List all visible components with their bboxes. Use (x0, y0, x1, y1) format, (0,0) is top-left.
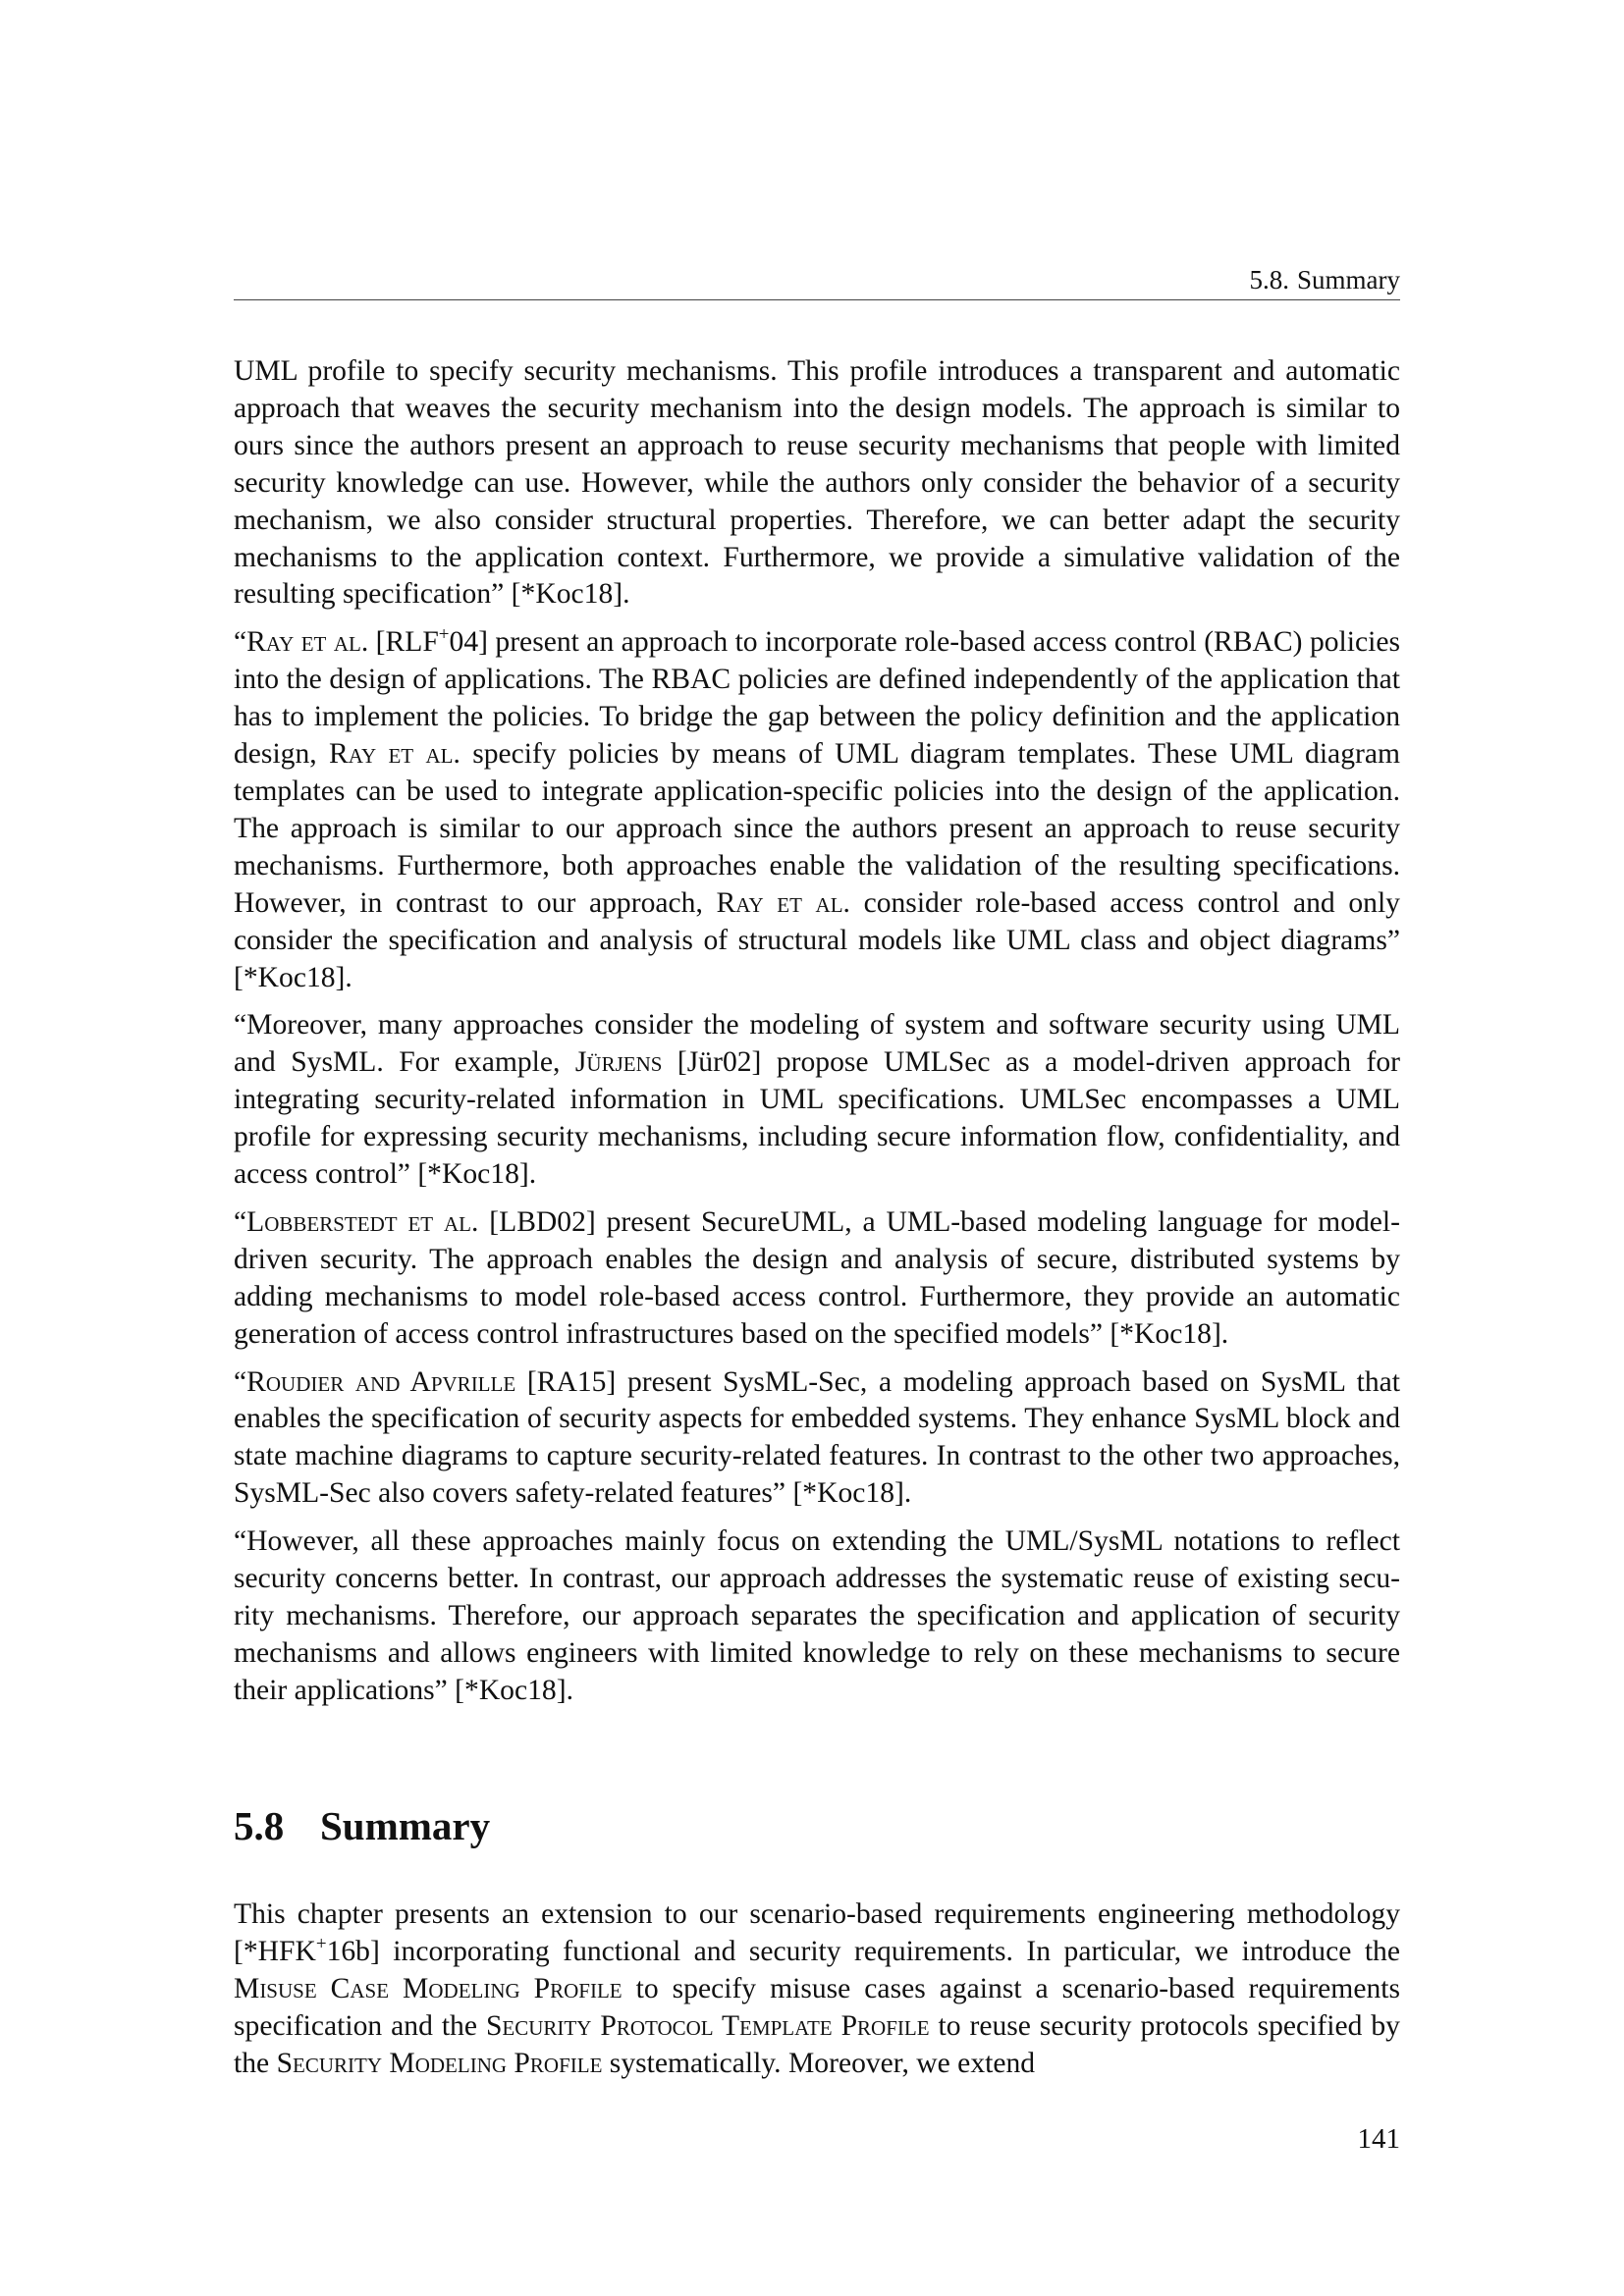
text-span: This chapter presents an extension to our scenario-based requirements engineering methodology [*HFK (234, 1898, 1400, 1967)
profile-name: Misuse Case Modeling Profile (234, 1972, 623, 2004)
paragraph-summary (234, 1896, 1400, 2083)
text-span: [Jür02] propose UMLSec as a model-driven approach for integrating security-related information in UML specifications. UMLSec encompasses a UML profile for expressing security mechanisms, including secure information flow, confidentiality, and access control” [*Koc18]. (234, 1046, 1400, 1191)
paragraph-roudier-apvrille (234, 1364, 1400, 1514)
running-header-section-number: 5.8. (1249, 265, 1289, 294)
body-text (234, 353, 1400, 1721)
author-name: Roudier and Apvrille (246, 1365, 516, 1398)
page-number: 141 (1357, 2123, 1400, 2155)
text-span: [LBD02] present SecureUML, a UML-based modeling language for model-driven security. The approach enables the design and analysis of secure, distributed systems by adding mechanisms to model role-based access control. Furthermore, they provide an automatic generation of access control infrastructures based on the specified models” [*Koc18]. (234, 1205, 1400, 1350)
text-span: to reuse security protocols specified by the (234, 2009, 1400, 2079)
open-quote: “ (234, 1205, 247, 1238)
text-span: consider role-based access control and only consider the specification and analysis of structural models like UML class and object diagrams” [*Koc18]. (234, 886, 1400, 993)
profile-name: Security Modeling Profile (276, 2047, 603, 2079)
profile-name: Security Protocol Template Profile (485, 2009, 930, 2042)
paragraph-lobberstedt (234, 1204, 1400, 1354)
paragraph-umlsec-profile-continuation: UML profile to specify security mechanisms. This profile introduces a transparent and automatic approach that weaves the security mechanism into the design models. The approach is similar to ours since the authors present an approach to reuse security mechanisms that people with limited security knowledge can use. However, while the authors only consider the behavior of a security mechanism, we also consider structural properties. Therefore, we can better adapt the security mechanisms to the application context. Furthermore, we provide a simulative validation of the resulting specification” [*Koc18]. (234, 355, 1400, 611)
paragraph-ray-et-al (234, 624, 1400, 996)
running-header-section-title: Summary (1297, 265, 1400, 294)
section-number: 5.8 (234, 1803, 285, 1848)
open-quote: “ (234, 1365, 247, 1398)
paragraph-conclusion-related-work: “However, all these approaches mainly focus on extending the UML/SysML notations to reflect security concerns better. In contrast, our approach addresses the systematic reuse of existing security mechanisms. Therefore, our approach separates the specification and application of security mechanisms and allows engineers with limited knowledge to rely on these mechanisms to secure their applications” [*Koc18]. (234, 1525, 1400, 1706)
author-name: Jürjens (574, 1046, 663, 1079)
section-title: Summary (320, 1803, 491, 1848)
superscript-plus: + (438, 624, 450, 646)
author-name: Ray et al. (329, 738, 460, 771)
text-span: 04] present an approach to incorporate role-based access control (RBAC) policies into the design of applications. The RBAC policies are defined independently of the application that has to implement the policies. To bridge the gap between the policy definition and the application design, (234, 626, 1400, 771)
paragraph-jurjens (234, 1007, 1400, 1194)
text-span: [RA15] present SysML-Sec, a modeling approach based on SysML that enables the specification of security aspects for embedded systems. They enhance SysML block and state machine diagrams to capture security-related features. In contrast to the other two approaches, SysML-Sec also covers safety-related features” [*Koc18]. (234, 1365, 1400, 1510)
text-span: to specify misuse cases against a scenario-based requirements specification and the (234, 1972, 1400, 2042)
text-span: [RLF (368, 626, 439, 659)
running-header (234, 261, 1400, 300)
text-span: systematically. Moreover, we extend (602, 2047, 1036, 2079)
summary-text (234, 1896, 1400, 2094)
open-quote: “ (234, 626, 247, 659)
author-name: Ray et al. (716, 886, 850, 919)
superscript-plus: + (315, 1933, 327, 1954)
text-span: 16b] incorporating functional and security requirements. In particular, we introduce the (326, 1935, 1400, 1967)
text-span: specify policies by means of UML diagram templates. These UML diagram templates can be used to integrate application-specific policies into the design of the application. The approach is similar to our approach since the authors present an approach to reuse security mechanisms. Furthermore, both approaches enable the validation of the resulting specifications. However, in contrast to our approach, (234, 738, 1400, 919)
section-heading (234, 1798, 1400, 1853)
running-header-text (1250, 265, 1401, 294)
author-name: Lobberstedt et al. (246, 1205, 479, 1238)
author-name: Ray et al. (246, 626, 369, 659)
text-span: “Moreover, many approaches consider the modeling of system and software security using UML and SysML. For example, (234, 1009, 1400, 1079)
